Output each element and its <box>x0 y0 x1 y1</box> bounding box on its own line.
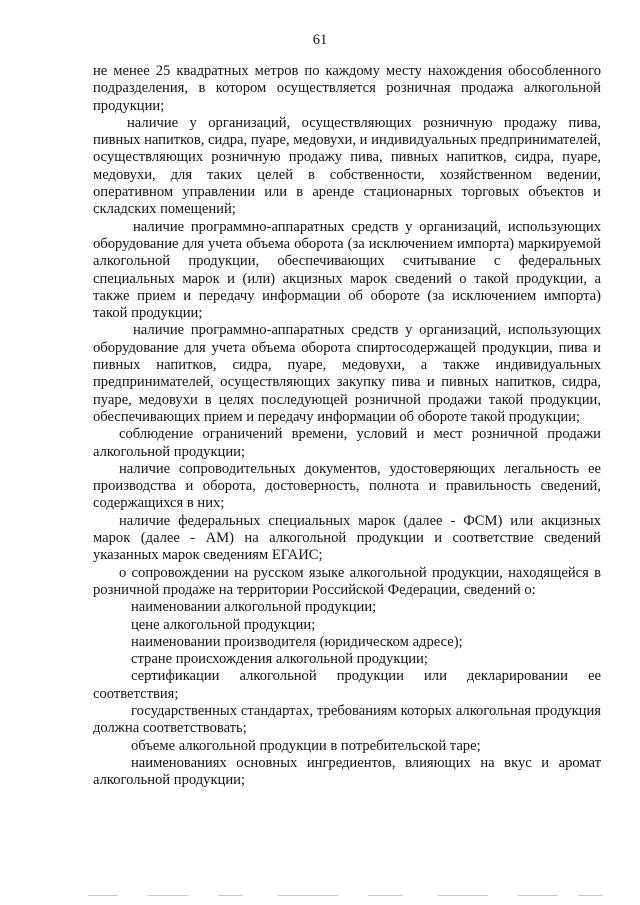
paragraph: государственных стандартах, требованиям которых алкогольная продукция должна соответствовать; <box>93 702 601 737</box>
paragraph: соблюдение ограничений времени, условий и мест розничной продажи алкогольной продукции; <box>93 426 601 460</box>
paragraph: сертификации алкогольной продукции или декларировании ее соответствия; <box>93 668 601 702</box>
paragraph: цене алкогольной продукции; <box>131 616 316 633</box>
paragraph: наличие у организаций, осуществляющих розничную продажу пива, пивных напитков, сидра, пуаре, медовухи, и индивидуальных предпринимателей, осуществляющих розничную продажу пива, пивных напитков, сидра, пуаре, медовухи, для таких целей в собственности, хозяйственном ведении, оперативном управлении или в аренде стационарных торговых объектов и складских помещений; <box>93 114 601 218</box>
paragraph: о сопровождении на русском языке алкогольной продукции, находящейся в розничной продаже на территории Российской Федерации, сведений о: <box>93 564 601 598</box>
paragraph: наличие программно-аппаратных средств у организаций, использующих оборудование для учета объема оборота спиртосодержащей продукции, пива и пивных напитков, сидра, пуаре, медовухи, а также индивидуальных предпринимателей, осуществляющих закупку пива и пивных напитков, сидра, пуаре, медовухи в целях последующей розничной продажи такой продукции, обеспечивающих прием и передачу информации об обороте такой продукции; <box>93 322 601 425</box>
paragraph: наименовании производителя (юридическом адресе); <box>131 633 463 650</box>
scan-artifact-line <box>88 893 608 899</box>
paragraph: стране происхождения алкогольной продукции; <box>131 651 428 668</box>
paragraph: наличие федеральных специальных марок (далее - ФСМ) или акцизных марок (далее - АМ) на алкогольной продукции и соответствие сведений указанных марок сведениям ЕГАИС; <box>93 512 601 564</box>
paragraph: объеме алкогольной продукции в потребительской таре; <box>131 737 481 754</box>
paragraph: наименовании алкогольной продукции; <box>131 599 377 616</box>
page-number: 61 <box>312 32 328 48</box>
document-body <box>93 63 601 789</box>
paragraph: наличие программно-аппаратных средств у организаций, использующих оборудование для учета объема оборота (за исключением импорта) маркируемой алкогольной продукции, обеспечивающих считывание с федеральных специальных марок и (или) акцизных марок сведений о такой продукции, а также прием и передачу информации об обороте (за исключением импорта) такой продукции; <box>93 218 601 322</box>
paragraph: наименованиях основных ингредиентов, влияющих на вкус и аромат алкогольной продукции; <box>93 754 601 789</box>
paragraph: наличие сопроводительных документов, удостоверяющих легальность ее производства и оборота, достоверность, полнота и правильность сведений, содержащихся в них; <box>93 460 601 512</box>
paragraph: не менее 25 квадратных метров по каждому месту нахождения обособленного подразделения, в котором осуществляется розничная продажа алкогольной продукции; <box>93 63 601 114</box>
